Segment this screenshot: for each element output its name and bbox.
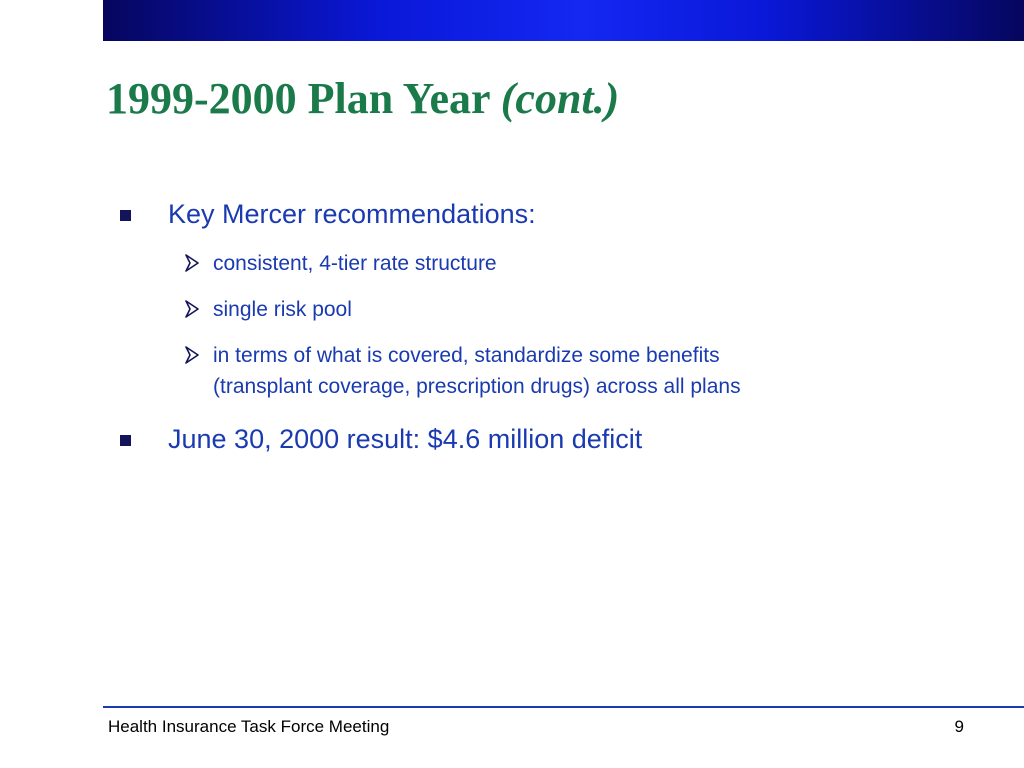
arrowhead-bullet-icon xyxy=(184,300,200,318)
footer-rule xyxy=(103,706,1024,708)
bullet-text: Key Mercer recommendations: xyxy=(168,199,536,229)
subbullet-line: (transplant coverage, prescription drugs) across all plans xyxy=(213,375,741,398)
slide-title xyxy=(106,70,619,128)
arrowhead-bullet-icon xyxy=(184,254,200,272)
title-suffix: (cont.) xyxy=(500,74,620,123)
header-bar xyxy=(103,0,1024,41)
title-main: 1999-2000 Plan Year xyxy=(106,74,490,123)
arrowhead-bullet-icon xyxy=(184,346,200,364)
subbullet-text: single risk pool xyxy=(213,298,352,321)
bullet-text: June 30, 2000 result: $4.6 million deficit xyxy=(168,424,643,454)
footer-title: Health Insurance Task Force Meeting xyxy=(108,717,390,736)
subbullet-line: in terms of what is covered, standardize some benefits xyxy=(213,344,720,367)
square-bullet-icon xyxy=(120,435,131,446)
subbullet-text: consistent, 4-tier rate structure xyxy=(213,252,497,275)
subbullet-text xyxy=(213,340,741,402)
square-bullet-icon xyxy=(120,210,131,221)
page-number: 9 xyxy=(954,717,964,736)
